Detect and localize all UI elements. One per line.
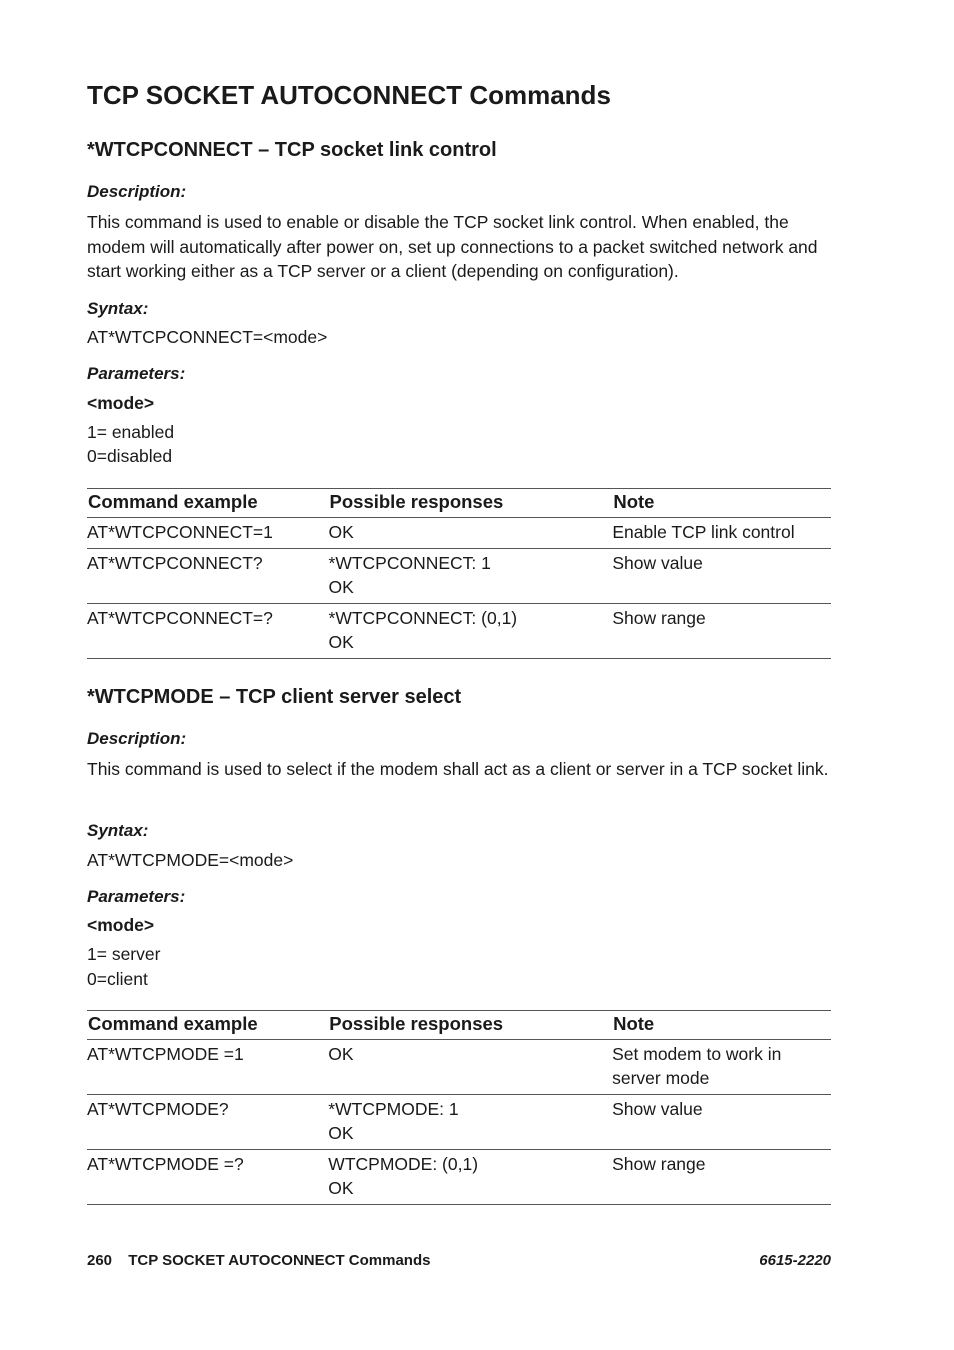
table-row [87, 1150, 831, 1205]
parameter-value: 1= enabled [87, 422, 175, 442]
response-cell: OK [328, 1040, 612, 1095]
command-cell: AT*WTCPCONNECT? [87, 549, 329, 604]
column-header: Note [612, 1011, 831, 1040]
table-row [87, 518, 831, 549]
page-footer [87, 1252, 831, 1269]
description-text: This command is used to enable or disable the TCP socket link control. When enabled, the modem will automatically after power on, set up connections to a packet switched network and start working either as a TCP server or a client (depending on configuration). [87, 212, 818, 281]
response-cell: WTCPMODE: (0,1) OK [328, 1150, 612, 1205]
command-table [87, 488, 831, 659]
response-cell: *WTCPMODE: 1 OK [328, 1095, 612, 1150]
table-row [87, 1095, 831, 1150]
description-label: Description: [87, 729, 187, 748]
command-cell: AT*WTCPCONNECT=? [87, 604, 329, 659]
syntax-text: AT*WTCPCONNECT=<mode> [87, 327, 328, 347]
table-row [87, 1040, 831, 1095]
response-cell: OK [329, 518, 613, 549]
command-table [87, 1010, 831, 1205]
command-cell: AT*WTCPMODE =1 [87, 1040, 328, 1095]
page-number: 260 [87, 1252, 113, 1269]
parameters-label: Parameters: [87, 364, 186, 383]
column-header: Command example [87, 1011, 328, 1040]
document-number: 6615-2220 [759, 1252, 831, 1269]
command-cell: AT*WTCPMODE? [87, 1095, 328, 1150]
column-header: Possible responses [329, 489, 613, 518]
parameter-value: 1= server [87, 944, 161, 964]
command-cell: AT*WTCPCONNECT=1 [87, 518, 329, 549]
table-row [87, 549, 831, 604]
parameter-value: 0=client [87, 969, 148, 989]
column-header: Possible responses [328, 1011, 612, 1040]
note-cell: Enable TCP link control [612, 518, 831, 549]
syntax-label: Syntax: [87, 821, 149, 840]
table-header-row [87, 1011, 831, 1040]
parameters-label: Parameters: [87, 887, 186, 906]
column-header: Note [612, 489, 831, 518]
footer-section-title: TCP SOCKET AUTOCONNECT Commands [128, 1252, 431, 1269]
column-header: Command example [87, 489, 329, 518]
description-label: Description: [87, 182, 187, 201]
parameter-name: <mode> [87, 915, 155, 935]
note-cell: Show value [612, 1095, 831, 1150]
section-heading-wtcpconnect: *WTCPCONNECT – TCP socket link control [87, 139, 497, 161]
parameter-value: 0=disabled [87, 446, 173, 466]
description-text: This command is used to select if the modem shall act as a client or server in a TCP socket link. [87, 759, 829, 779]
syntax-text: AT*WTCPMODE=<mode> [87, 850, 294, 870]
parameter-name: <mode> [87, 393, 155, 413]
response-cell: *WTCPCONNECT: 1 OK [329, 549, 613, 604]
response-cell: *WTCPCONNECT: (0,1) OK [329, 604, 613, 659]
note-cell: Show value [612, 549, 831, 604]
note-cell: Show range [612, 1150, 831, 1205]
table-row [87, 604, 831, 659]
section-heading-wtcpmode: *WTCPMODE – TCP client server select [87, 686, 462, 708]
page-title: TCP SOCKET AUTOCONNECT Commands [87, 80, 611, 110]
note-cell: Show range [612, 604, 831, 659]
table-header-row [87, 489, 831, 518]
syntax-label: Syntax: [87, 299, 149, 318]
command-cell: AT*WTCPMODE =? [87, 1150, 328, 1205]
note-cell: Set modem to work in server mode [612, 1040, 831, 1095]
